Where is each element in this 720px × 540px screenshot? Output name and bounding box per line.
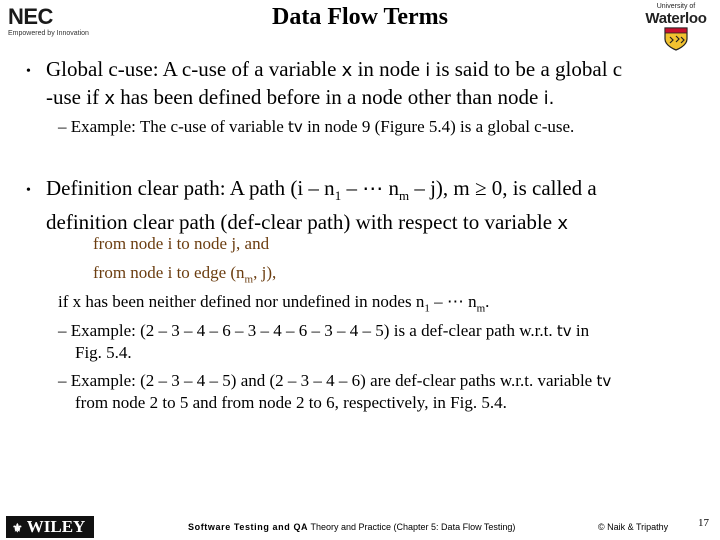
text-run: if x has been neither defined nor undefined in nodes n	[58, 292, 425, 311]
example-line	[58, 370, 718, 392]
text-run: – Example: The c-use of variable	[58, 117, 284, 136]
nec-logo-tagline: Empowered by Innovation	[8, 30, 89, 37]
text-run: – j), m ≥ 0, is called a	[409, 176, 597, 200]
example-line	[58, 320, 718, 342]
condition-not-defined	[58, 291, 489, 319]
footer-book-subtitle: Theory and Practice (Chapter 5: Data Flow Testing)	[310, 522, 516, 532]
text-run: from node i to edge (n	[93, 263, 245, 282]
text-run: , j),	[253, 263, 277, 282]
waterloo-logo-wordmark: Waterloo	[645, 10, 707, 27]
text-run: – ⋯ n	[429, 292, 477, 311]
waterloo-logo	[637, 3, 715, 51]
subscript: 1	[334, 188, 342, 204]
variable-name: x	[104, 88, 115, 109]
text-run: : A c-use of a variable	[152, 57, 337, 81]
footer-book-name: Software Testing and QA	[188, 522, 309, 532]
bullet-marker: •	[26, 183, 31, 198]
example-global-c-use	[58, 116, 718, 138]
example-line: Fig. 5.4.	[75, 343, 132, 362]
text-run: definition clear path (def-clear path) with respect to variable	[46, 210, 553, 235]
footer-book-title	[188, 522, 515, 532]
bullet-line	[46, 84, 716, 112]
node-name: i	[425, 60, 431, 81]
text-run: : A path (i – n	[219, 176, 335, 200]
text-run: – ⋯ n	[341, 176, 399, 200]
node-name: i.	[543, 88, 555, 109]
text-run: .	[485, 292, 490, 311]
subscript: m	[476, 302, 486, 315]
text-run: in node	[357, 57, 420, 81]
variable-name: tv	[596, 372, 612, 390]
condition-node-to-node: from node i to node j, and	[93, 234, 270, 253]
example-line: from node 2 to 5 and from node 2 to 6, respectively, in Fig. 5.4.	[75, 393, 507, 412]
variable-name: tv	[556, 322, 572, 340]
bullet-definition-clear-path	[46, 175, 716, 237]
page-number: 17	[698, 517, 709, 529]
variable-name: x	[557, 213, 568, 235]
waterloo-logo-top: University of	[656, 3, 696, 10]
wiley-wordmark: WILEY	[26, 517, 86, 536]
bullet-marker: •	[26, 64, 31, 79]
waterloo-crest-icon	[663, 27, 689, 51]
bullet-line	[46, 175, 716, 209]
variable-name: x	[341, 60, 353, 81]
text-run: – Example: (2 – 3 – 4 – 6 – 3 – 4 – 6 – 3 – 4 – 5) is a def-clear path w.r.t.	[58, 321, 553, 340]
text-run: – Example: (2 – 3 – 4 – 5) and (2 – 3 – 4 – 6) are def-clear paths w.r.t. variable	[58, 371, 593, 390]
text-run: in	[575, 321, 590, 340]
term-global-c-use: Global c-use	[46, 57, 153, 81]
page-title: Data Flow Terms	[272, 4, 448, 30]
footer-copyright: © Naik & Tripathy	[598, 522, 669, 532]
bullet-line	[46, 56, 716, 84]
text-run: has been defined before in a node other than node	[120, 85, 539, 109]
term-definition-clear-path: Definition clear path	[46, 176, 220, 200]
nec-logo-wordmark: NEC	[8, 4, 53, 29]
bullet-global-c-use	[46, 56, 716, 112]
condition-node-to-edge	[93, 262, 276, 290]
text-run: -use if	[46, 85, 100, 109]
wiley-logo	[6, 516, 94, 538]
example-def-clear-path-1	[58, 320, 718, 364]
example-def-clear-path-2	[58, 370, 718, 414]
subscript: 1	[424, 302, 430, 315]
wiley-mark-icon: ⚜	[12, 521, 23, 535]
subscript: m	[244, 273, 254, 286]
text-run: is said to be a global c	[435, 57, 623, 81]
variable-name: tv	[288, 118, 303, 136]
text-run: in node 9 (Figure 5.4) is a global c-use.	[307, 117, 575, 136]
subscript: m	[398, 188, 410, 204]
